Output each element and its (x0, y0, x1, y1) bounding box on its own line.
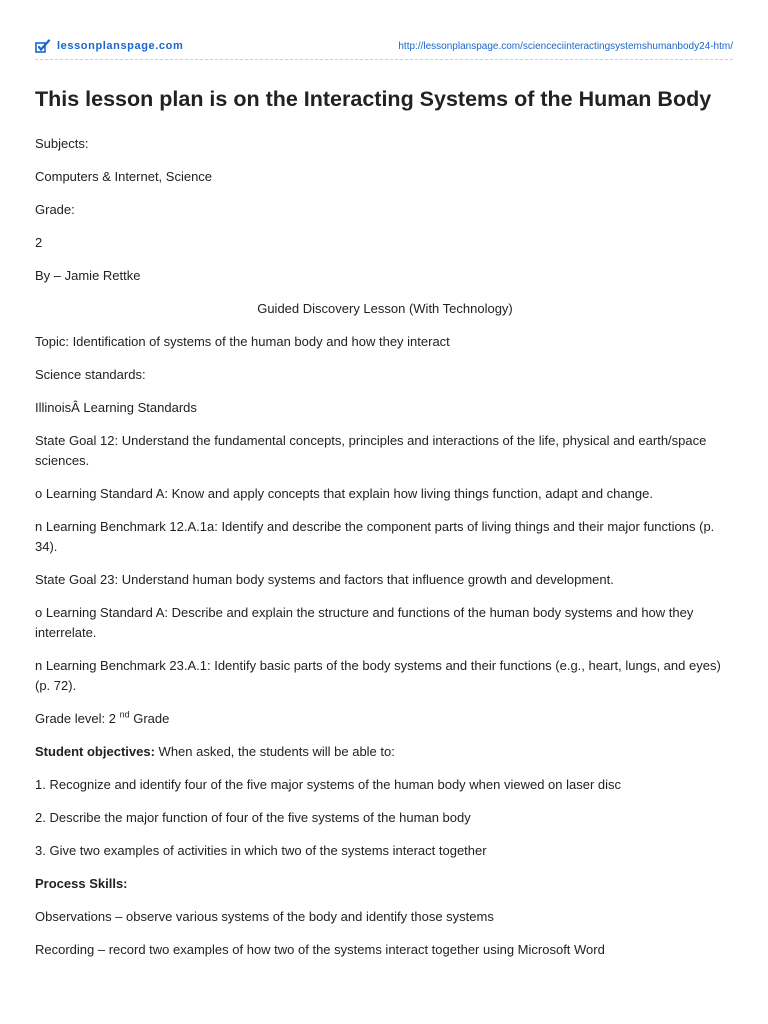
grade-value: 2 (35, 235, 43, 250)
goal23-learning-benchmark: n Learning Benchmark 23.A.1: Identify basic parts of the body systems and their functions (e.g., heart, lungs, and eyes) (p. 72). (35, 658, 721, 693)
site-name[interactable]: lessonplanspage.com (57, 40, 184, 52)
goal12-learning-benchmark: n Learning Benchmark 12.A.1a: Identify and describe the component parts of living things and their major functions (p. 34). (35, 519, 715, 554)
process-skills-label (35, 874, 735, 894)
objectives-intro: When asked, the students will be able to: (158, 744, 395, 759)
standards-label: Science standards: (35, 367, 146, 382)
goal23-learning-standard: o Learning Standard A: Describe and explain the structure and functions of the human body systems and how they interrelate. (35, 605, 694, 640)
pencil-checkbox-icon (35, 39, 51, 53)
process-skills-heading: Process Skills: (35, 876, 128, 891)
standards-source: IllinoisÂ Learning Standards (35, 400, 197, 415)
lesson-type: Guided Discovery Lesson (With Technology) (257, 301, 513, 316)
state-goal-23: State Goal 23: Understand human body systems and factors that influence growth and development. (35, 572, 614, 587)
subjects-value: Computers & Internet, Science (35, 169, 213, 184)
grade-label: Grade: (35, 202, 75, 217)
document-body (35, 84, 735, 973)
site-brand[interactable] (35, 39, 183, 53)
grade-level-prefix: Grade level: 2 (35, 711, 116, 726)
grade-level-ordinal: nd (119, 709, 130, 720)
objective-1: 1. Recognize and identify four of the five major systems of the human body when viewed on laser disc (35, 777, 622, 792)
page-url-link[interactable]: http://lessonplanspage.com/scienceciinteractingsystemshumanbody24-htm/ (398, 40, 733, 52)
state-goal-12: State Goal 12: Understand the fundamental concepts, principles and interactions of the life, physical and earth/space sciences. (35, 433, 707, 468)
goal12-learning-standard: o Learning Standard A: Know and apply concepts that explain how living things function, adapt and change. (35, 486, 653, 501)
author-line: By – Jamie Rettke (35, 268, 141, 283)
page-title: This lesson plan is on the Interacting Systems of the Human Body (35, 87, 712, 111)
objective-2: 2. Describe the major function of four of the five systems of the human body (35, 810, 471, 825)
subjects-label: Subjects: (35, 136, 89, 151)
grade-level-line (35, 709, 735, 729)
topic-line: Topic: Identification of systems of the human body and how they interact (35, 334, 450, 349)
skill-observations: Observations – observe various systems of the body and identify those systems (35, 909, 494, 924)
objectives-label: Student objectives: (35, 744, 155, 759)
grade-level-suffix: Grade (133, 711, 170, 726)
objective-3: 3. Give two examples of activities in which two of the systems interact together (35, 843, 487, 858)
page-header (35, 36, 733, 56)
skill-recording: Recording – record two examples of how two of the systems interact together using Microsoft Word (35, 942, 605, 957)
header-divider (35, 59, 733, 60)
objectives-line (35, 742, 735, 762)
